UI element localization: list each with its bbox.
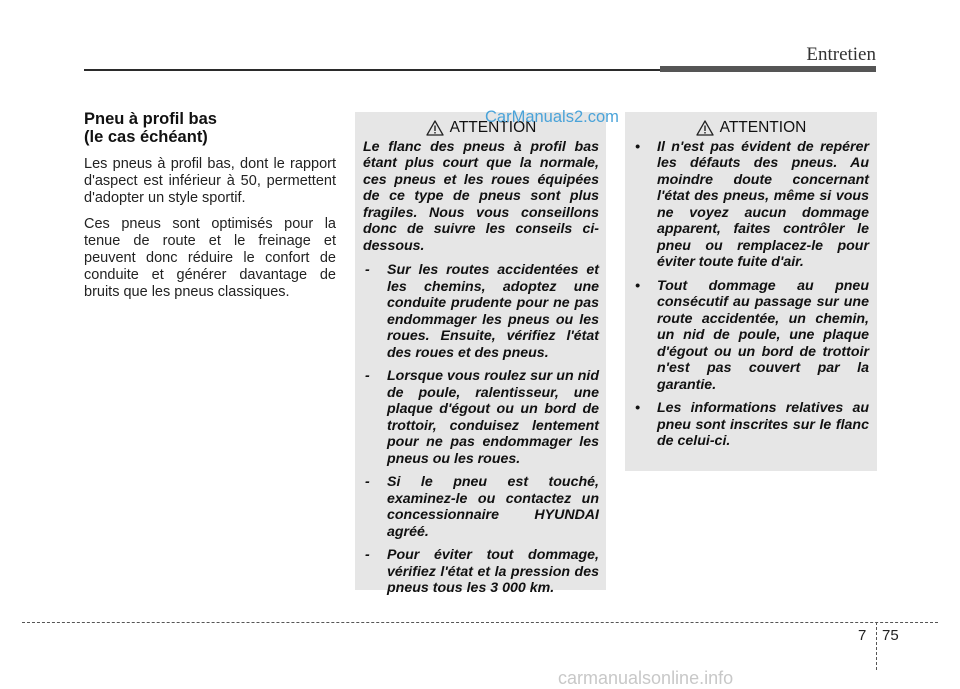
chapter-number: 7	[858, 627, 867, 644]
footer-watermark: carmanualsonline.info	[558, 668, 734, 688]
left-column	[84, 110, 336, 310]
body-paragraph-1: Les pneus à profil bas, dont le rapport d'aspect est inférieur à 50, permettent d'adopter un style sportif.	[84, 156, 336, 206]
attention-list	[633, 139, 869, 450]
list-item: - Sur les routes accidentées et les chemins, adoptez une conduite prudente pour ne pas endommager les pneus ou les roues. Ensuite, vérifiez l'état des roues et des pneus.	[363, 262, 599, 361]
section-heading-line1: Pneu à profil bas	[84, 110, 217, 128]
warning-triangle-icon	[426, 120, 444, 136]
page-number: 75	[882, 627, 899, 644]
warning-triangle-icon	[696, 120, 714, 136]
list-item: - Si le pneu est touché, examinez-le ou contactez un concessionnaire HYUNDAI agréé.	[363, 474, 599, 540]
section-heading-line2: (le cas échéant)	[84, 128, 208, 146]
attention-list	[363, 262, 599, 597]
list-item: • Il n'est pas évident de repérer les défauts des pneus. Au moindre doute concernant l'état des pneus, même si vous ne voyez aucun dommage apparent, faites contrôler le pneu ou remplacez-le pour éviter toute fuite d'air.	[633, 139, 869, 271]
list-item: • Les informations relatives au pneu sont inscrites sur le flanc de celui-ci.	[633, 400, 869, 450]
footer-dashed-divider	[876, 622, 877, 670]
attention-header	[633, 120, 869, 137]
attention-box-right	[625, 112, 877, 471]
attention-title: ATTENTION	[719, 119, 807, 136]
list-item: - Lorsque vous roulez sur un nid de poule, ralentisseur, une plaque d'égout ou un bord de trottoir, conduisez lentement pour ne pas endommager les pneus ou les roues.	[363, 368, 599, 467]
body-paragraph-2: Ces pneus sont optimisés pour la tenue de route et le freinage et peuvent donc réduire le confort de conduite et générer davantage de bruits que les pneus classiques.	[84, 216, 336, 300]
site-watermark: CarManuals2.com	[485, 108, 619, 126]
header-rule-thick	[660, 66, 876, 72]
attention-intro: Le flanc des pneus à profil bas étant plus court que la normale, ces pneus et les roues équipées de ce type de pneus sont plus fragiles. Nous vous conseillons donc de suivre les conseils ci-dessous.	[363, 138, 599, 254]
attention-box-middle	[355, 112, 606, 596]
footer-dashed-rule	[22, 622, 938, 623]
attention-title: ATTENTION	[449, 119, 537, 136]
header-rule-thin	[84, 69, 662, 71]
section-heading	[84, 110, 336, 146]
section-header-title: Entretien	[806, 44, 876, 65]
list-item: - Pour éviter tout dommage, vérifiez l'état et la pression des pneus tous les 3 000 km.	[363, 547, 599, 597]
list-item: • Tout dommage au pneu consécutif au passage sur une route accidentée, un chemin, un nid de poule, une plaque d'égout ou un bord de trottoir n'est pas couvert par la garantie.	[633, 278, 869, 394]
